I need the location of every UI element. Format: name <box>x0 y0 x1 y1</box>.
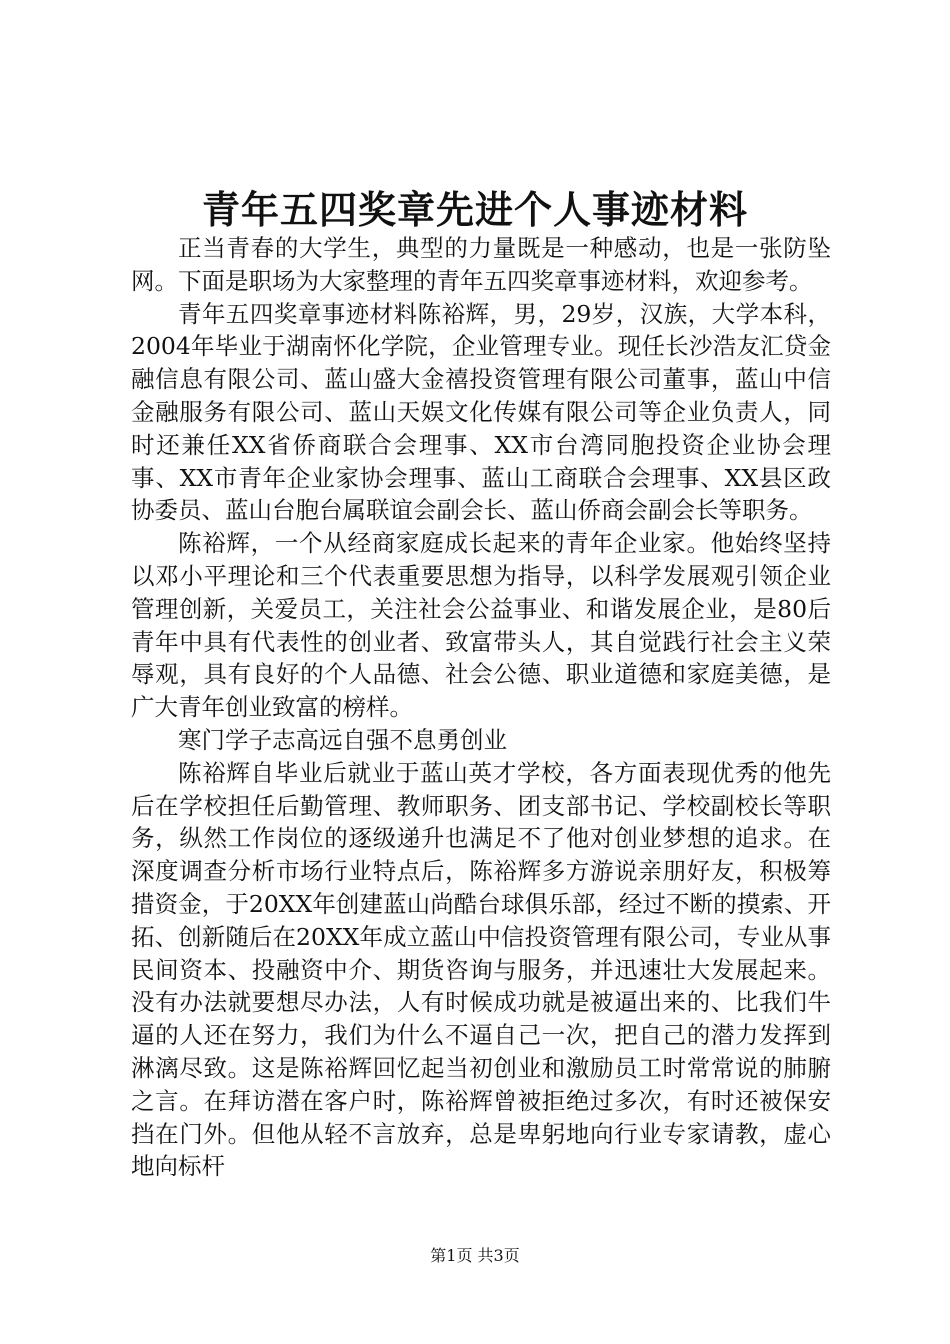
paragraph-story: 陈裕辉自毕业后就业于蓝山英才学校，各方面表现优秀的他先后在学校担任后勤管理、教师职务、团支部书记、学校副校长等职务，纵然工作岗位的逐级递升也满足不了他对创业梦想的追求。在深度调查分析市场行业特点后，陈裕辉多方游说亲朋好友，积极筹措资金，于20XX年创建蓝山尚酷台球俱乐部，经过不断的摸索、开拓、创新随后在20XX年成立蓝山中信投资管理有限公司，专业从事民间资本、投融资中介、期货咨询与服务，并迅速壮大发展起来。没有办法就要想尽办法，人有时候成功就是被逼出来的、比我们牛逼的人还在努力，我们为什么不逼自己一次，把自己的潜力发挥到淋漓尽致。这是陈裕辉回忆起当初创业和激励员工时常常说的肺腑之言。在拜访潜在客户时，陈裕辉曾被拒绝过多次，有时还被保安挡在门外。但他从轻不言放弃，总是卑躬地向行业专家请教，虚心地向标杆 <box>131 758 831 1181</box>
page-footer: 第1页 共3页 <box>430 1246 520 1265</box>
document-body <box>131 232 831 1183</box>
paragraph-profile: 青年五四奖章事迹材料陈裕辉，男，29岁，汉族，大学本科，2004年毕业于湖南怀化学院，企业管理专业。现任长沙浩友汇贷金融信息有限公司、蓝山盛大金禧投资管理有限公司董事，蓝山中信金融服务有限公司、蓝山天娱文化传媒有限公司等企业负责人，同时还兼任XX省侨商联合会理事、XX市台湾同胞投资企业协会理事、XX市青年企业家协会理事、蓝山工商联合会理事、XX县区政协委员、蓝山台胞台属联谊会副会长、蓝山侨商会副会长等职务。 <box>131 299 831 525</box>
paragraph-summary: 陈裕辉，一个从经商家庭成长起来的青年企业家。他始终坚持以邓小平理论和三个代表重要思想为指导，以科学发展观引领企业管理创新，关爱员工，关注社会公益事业、和谐发展企业，是80后青年中具有代表性的创业者、致富带头人，其自觉践行社会主义荣辱观，具有良好的个人品德、社会公德、职业道德和家庭美德，是广大青年创业致富的榜样。 <box>131 529 831 722</box>
section-heading: 寒门学子志高远自强不息勇创业 <box>178 725 507 754</box>
paragraph-intro: 正当青春的大学生，典型的力量既是一种感动，也是一张防坠网。下面是职场为大家整理的青年五四奖章事迹材料，欢迎参考。 <box>131 234 831 295</box>
document-title: 青年五四奖章先进个人事迹材料 <box>201 187 748 232</box>
